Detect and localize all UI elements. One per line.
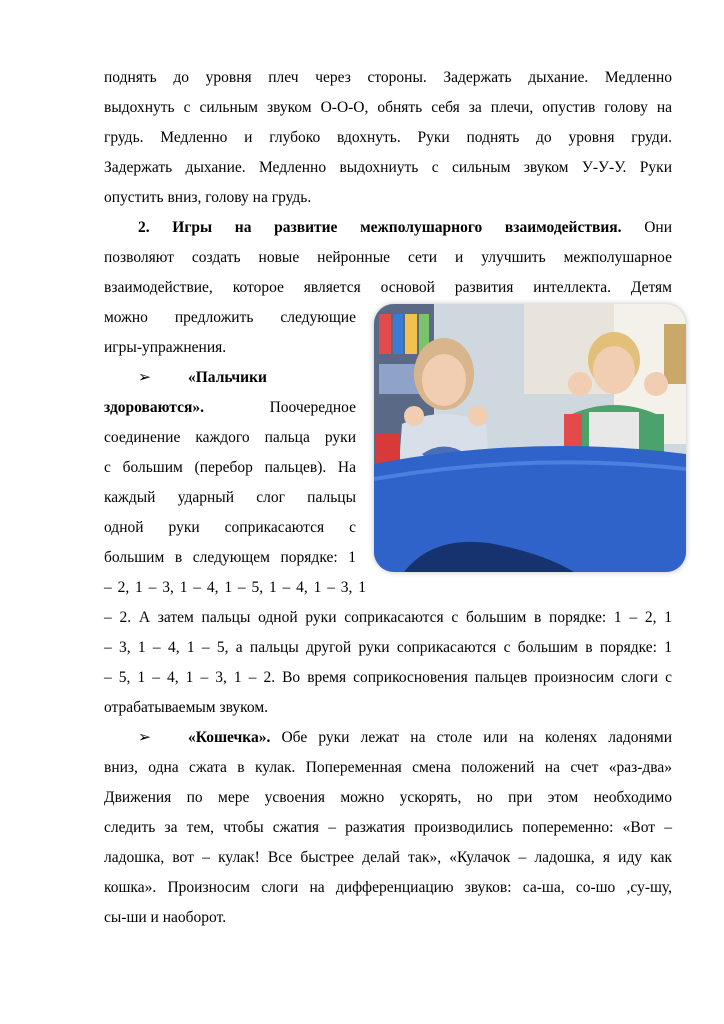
exercise-title-line bbox=[104, 728, 672, 748]
text-line: – 2, 1 – 3, 1 – 4, 1 – 5, 1 – 4, 1 – 3, 1 bbox=[104, 579, 366, 596]
exercise-title-line bbox=[104, 368, 356, 388]
text-line: выдохнуть с сильным звуком О-О-О, обнять себя за плечи, опустив голову на bbox=[104, 99, 672, 116]
text-line: одной руки соприкасаются с bbox=[104, 519, 356, 536]
arrow-bullet-icon: ➢ bbox=[138, 729, 151, 746]
text-line: вниз, одна сжата в кулак. Попеременная смена положений на счет «раз-два» bbox=[104, 759, 672, 776]
text-line: сы-ши и наоборот. bbox=[104, 909, 227, 926]
text-line: Движения по мере усвоения можно ускорять, но при этом необходимо bbox=[104, 789, 672, 806]
text-line: игры-упражнения. bbox=[104, 339, 227, 356]
text-line: опустить вниз, голову на грудь. bbox=[104, 189, 312, 206]
text-line: каждый ударный слог пальцы bbox=[104, 489, 356, 506]
text-line: Задержать дыхание. Медленно выдохниуть с сильным звуком У-У-У. Руки bbox=[104, 159, 672, 176]
arrow-bullet-icon: ➢ bbox=[138, 369, 151, 386]
text-line: можно предложить следующие bbox=[104, 309, 356, 326]
text-fragment: Обе руки лежат на столе или на коленях ладонями bbox=[270, 729, 672, 746]
children-photo bbox=[374, 304, 686, 572]
section-heading-title: 2. Игры на развитие межполушарного взаимодействия. bbox=[138, 219, 622, 236]
text-line: поднять до уровня плеч через стороны. Задержать дыхание. Медленно bbox=[104, 69, 672, 86]
text-line: – 3, 1 – 4, 1 – 5, а пальцы другой руки соприкасаются с большим в порядке: 1 bbox=[104, 639, 672, 656]
children-photo-illustration bbox=[374, 304, 686, 572]
text-line: грудь. Медленно и глубоко вдохнуть. Руки поднять до уровня груди. bbox=[104, 129, 672, 146]
text-line: взаимодействие, которое является основой развития интеллекта. Детям bbox=[104, 279, 672, 296]
text-line: отрабатываемым звуком. bbox=[104, 699, 269, 716]
text-line: соединение каждого пальца руки bbox=[104, 429, 356, 446]
text-line: с большим (перебор пальцев). На bbox=[104, 459, 356, 476]
text-line: – 2. А затем пальцы одной руки соприкасаются с большим в порядке: 1 – 2, 1 bbox=[104, 609, 672, 626]
section-heading-rest: Они bbox=[621, 219, 672, 236]
exercise-title: здороваются». bbox=[104, 399, 204, 416]
text-line: позволяют создать новые нейронные сети и улучшить межполушарное bbox=[104, 249, 672, 266]
text-line: кошка». Произносим слоги на дифференциацию звуков: са-ша, со-шо ,су-шу, bbox=[104, 879, 672, 896]
exercise-title: «Пальчики bbox=[188, 369, 267, 386]
text-line: ладошка, вот – кулак! Все быстрее делай так», «Кулачок – ладошка, я иду как bbox=[104, 849, 672, 866]
exercise-title: «Кошечка». bbox=[188, 729, 271, 746]
text-line: большим в следующем порядке: 1 bbox=[104, 549, 356, 566]
exercise-title-line bbox=[104, 398, 356, 418]
text-fragment: Поочередное bbox=[269, 399, 356, 416]
text-line: следить за тем, чтобы сжатия – разжатия производились попеременно: «Вот – bbox=[104, 819, 672, 836]
text-line: – 5, 1 – 4, 1 – 3, 1 – 2. Во время соприкосновения пальцев произносим слоги с bbox=[104, 669, 672, 686]
section-heading bbox=[138, 218, 672, 238]
